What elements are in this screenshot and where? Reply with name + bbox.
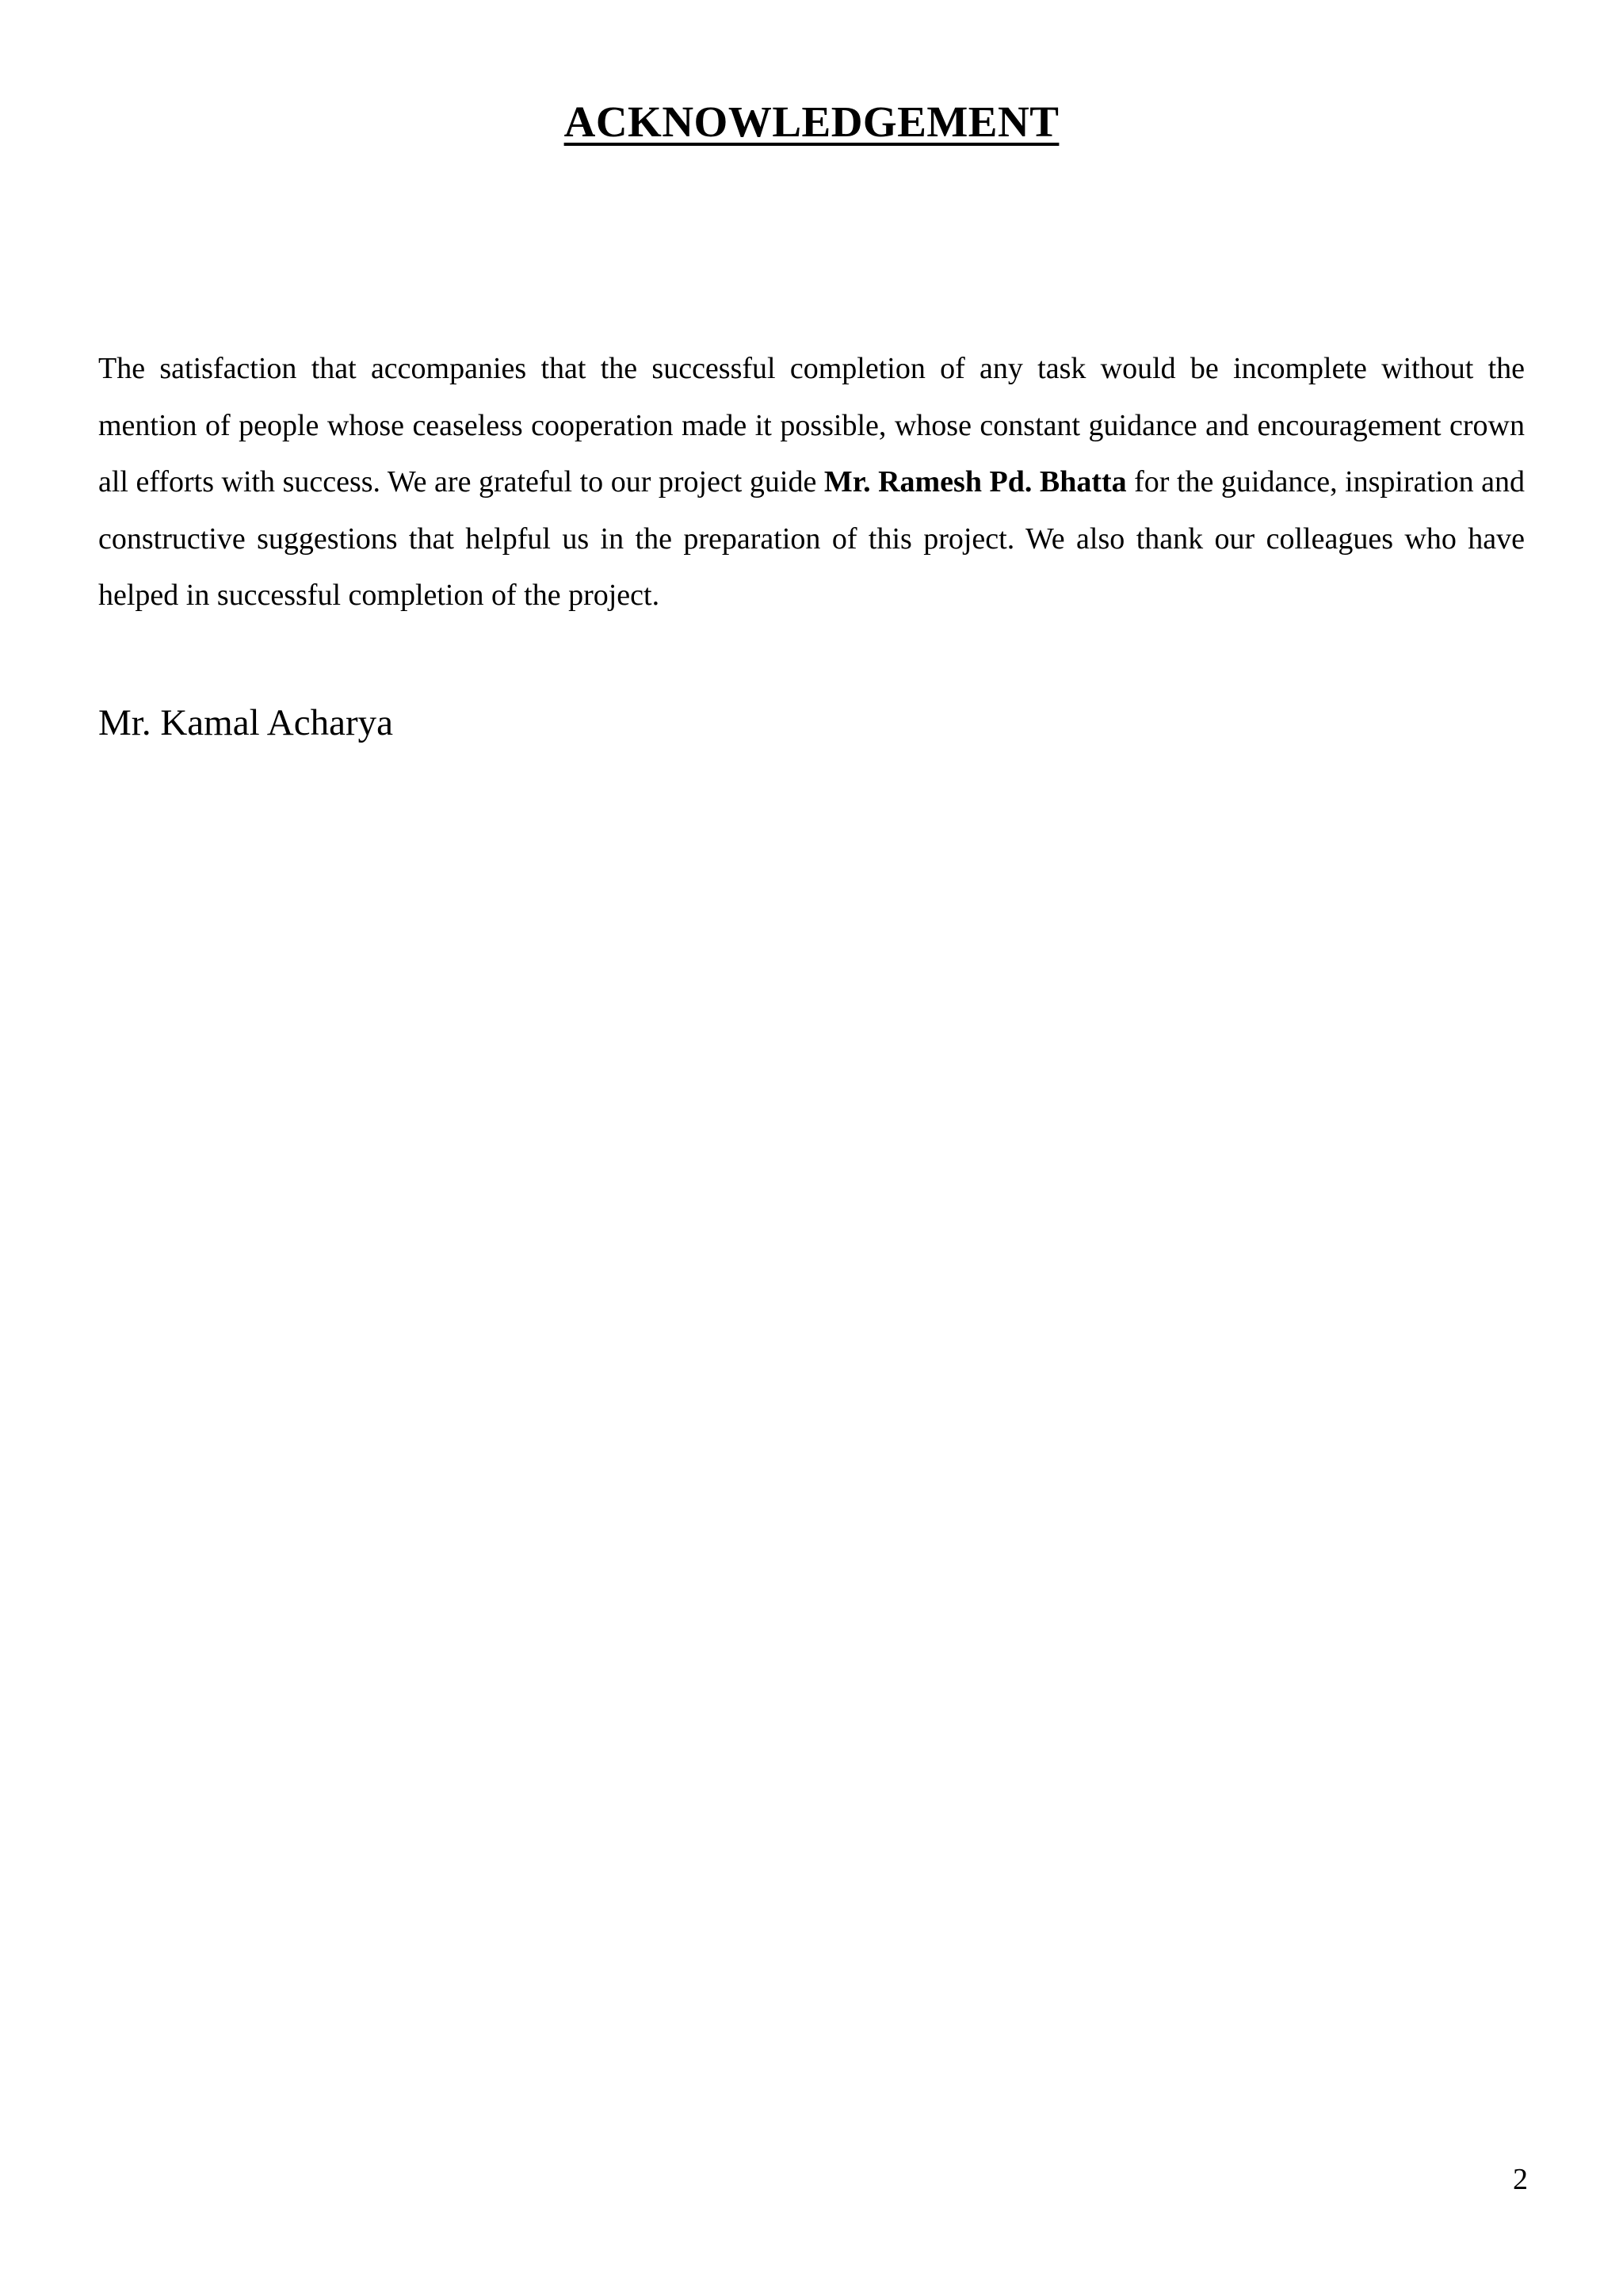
page-number: 2	[1513, 2163, 1528, 2196]
acknowledgement-paragraph	[98, 341, 1525, 625]
guide-name: Mr. Ramesh Pd. Bhatta	[823, 465, 1127, 499]
page-title: ACKNOWLEDGEMENT	[563, 97, 1060, 146]
paragraph-text-part2: for the guidance, inspiration and constructive suggestions that helpful us in the preparation of this project. We also thank our colleagues who have helped in successful completion of the project.	[98, 465, 1526, 612]
signature-name: Mr. Kamal Acharya	[98, 702, 393, 743]
paragraph-text-part1: The satisfaction that accompanies that the successful completion of any task would be incomplete without the mention of people whose ceaseless cooperation made it possible, whose constant guidance and encouragement crown all efforts with success. We are grateful to our project guide	[98, 352, 1525, 499]
